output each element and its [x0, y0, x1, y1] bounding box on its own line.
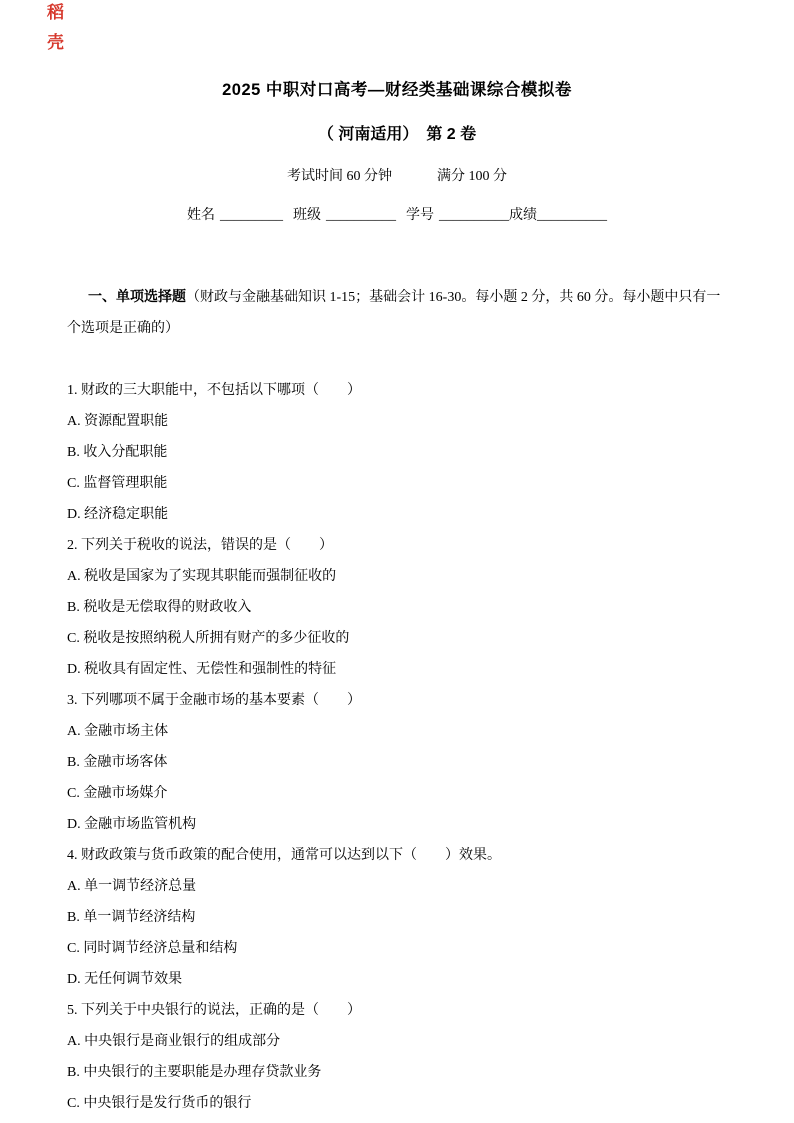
exam-body — [67, 250, 727, 1119]
class-blank-line: __________ — [326, 208, 396, 223]
page-subtitle: （ 河南适用） 第 2 卷 — [317, 126, 477, 143]
question-stem: 5. 下列关于中央银行的说法，正确的是（ ） — [67, 1003, 361, 1018]
option-item: C. 监督管理职能 — [67, 476, 168, 491]
section-heading-title: 一、单项选择题 — [88, 288, 186, 304]
question-stem: 4. 财政政策与货币政策的配合使用，通常可以达到以下（ ）效果。 — [67, 848, 501, 863]
name-field — [187, 206, 283, 226]
score-blank-line: __________ — [537, 208, 607, 223]
student-id-label: 学号 — [406, 208, 434, 223]
student-id-field — [406, 206, 509, 226]
option-item: B. 中央银行的主要职能是办理存贷款业务 — [67, 1065, 322, 1080]
option-item: B. 收入分配职能 — [67, 445, 168, 460]
full-score-label: 满分 100 分 — [437, 169, 507, 184]
option-item: B. 税收是无偿取得的财政收入 — [67, 600, 252, 615]
question-block-2 — [67, 530, 727, 685]
option-item: D. 金融市场监管机构 — [67, 817, 197, 832]
option-item: D. 税收具有固定性、无偿性和强制性的特征 — [67, 662, 337, 677]
score-label: 成绩 — [509, 208, 537, 223]
question-block-3 — [67, 685, 727, 840]
exam-time-label: 考试时间 60 分钟 — [287, 169, 392, 184]
option-item: C. 同时调节经济总量和结构 — [67, 941, 238, 956]
student-id-blank-line: __________ — [439, 208, 509, 223]
question-block-1 — [67, 375, 727, 530]
option-item: A. 单一调节经济总量 — [67, 879, 197, 894]
option-item: C. 金融市场媒介 — [67, 786, 168, 801]
section-heading — [67, 250, 727, 375]
option-item: A. 资源配置职能 — [67, 414, 169, 429]
option-item: B. 金融市场客体 — [67, 755, 168, 770]
option-item: D. 无任何调节效果 — [67, 972, 183, 987]
option-item: B. 单一调节经济结构 — [67, 910, 196, 925]
red-watermark — [47, 4, 71, 64]
question-stem: 1. 财政的三大职能中，不包括以下哪项（ ） — [67, 383, 361, 398]
option-item: C. 中央银行是发行货币的银行 — [67, 1096, 252, 1111]
watermark-glyph-2: 壳 — [47, 33, 64, 52]
option-item: A. 中央银行是商业银行的组成部分 — [67, 1034, 281, 1049]
name-blank-line: _________ — [220, 208, 283, 223]
class-label: 班级 — [293, 208, 321, 223]
score-field — [509, 206, 607, 226]
option-item: D. 经济稳定职能 — [67, 507, 169, 522]
question-block-5 — [67, 995, 727, 1119]
option-item: C. 税收是按照纳税人所拥有财产的多少征收的 — [67, 631, 350, 646]
page-title: 2025 中职对口高考—财经类基础课综合模拟卷 — [222, 81, 572, 99]
question-stem: 3. 下列哪项不属于金融市场的基本要素（ ） — [67, 693, 361, 708]
option-item: A. 税收是国家为了实现其职能而强制征收的 — [67, 569, 337, 584]
question-stem: 2. 下列关于税收的说法，错误的是（ ） — [67, 538, 333, 553]
option-item: A. 金融市场主体 — [67, 724, 169, 739]
student-info-line — [0, 206, 794, 226]
watermark-glyph-1: 稻 — [47, 3, 64, 22]
class-field — [293, 206, 396, 226]
exam-meta-line — [0, 168, 794, 186]
question-block-4 — [67, 840, 727, 995]
name-label: 姓名 — [187, 208, 215, 223]
section-heading-instructions: （财政与金融基础知识 1-15；基础会计 16-30。每小题 2 分，共 60 分。每小题中只有一个选项是正确的） — [67, 290, 721, 336]
